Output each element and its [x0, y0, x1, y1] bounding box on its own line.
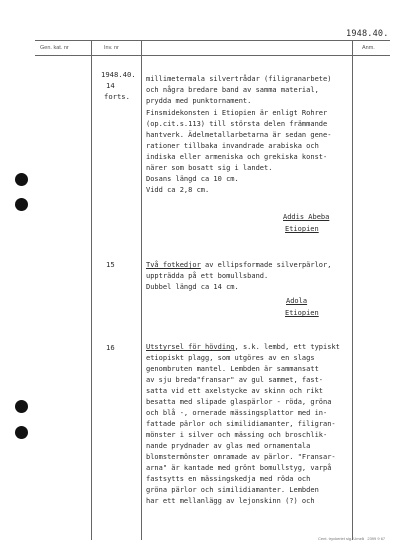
inventory-number: 15 — [106, 260, 115, 269]
entry-title: Två fotkedjor — [146, 261, 201, 269]
entry-text-line: fattade pärlor och similidiamanter, filigran- — [146, 420, 336, 428]
place-name: Adola — [286, 297, 308, 305]
column-divider — [141, 40, 142, 540]
entry-text-line: Dosans längd ca 10 cm. — [146, 175, 239, 183]
header-bottom-rule — [35, 55, 390, 56]
entry-text-line: har ett mellanlägg av lejonskinn (?) och — [146, 497, 315, 505]
header-top-rule — [35, 40, 390, 41]
column-header-gen-kat-nr: Gen. kat. nr — [40, 45, 69, 51]
entry-text-line: genombruten mantel. Lembden är sammansatt — [146, 365, 319, 373]
inventory-number: 1948.40. — [101, 70, 136, 79]
printer-imprint: Cent. tryckeriet sig. Umeå 2399 9 67 — [318, 536, 386, 541]
continuation-marker: forts. — [104, 92, 130, 101]
entry-text-line: Dubbel längd ca 14 cm. — [146, 283, 239, 291]
inventory-number: 14 — [106, 81, 115, 90]
punch-hole — [15, 173, 28, 186]
entry-text-line: nande prydnader av glas med ornamentala — [146, 442, 311, 450]
inventory-number: 16 — [106, 343, 115, 352]
entry-text-line: gröna pärlor och similidiamanter. Lembden — [146, 486, 319, 494]
punch-hole — [15, 400, 28, 413]
country-name: Etiopien — [285, 309, 319, 317]
entry-text-line: och blå -, ornerade mässingsplattor med in- — [146, 409, 328, 417]
entry-title: Utstyrsel för hövding — [146, 343, 235, 351]
entry-text-line: hantverk. Ädelmetallarbetarna är sedan gene- — [146, 131, 332, 139]
entry-text-line: mönster i silver och mässing och broschlik- — [146, 431, 328, 439]
entry-text-line: indiska eller armeniska och grekiska konst- — [146, 153, 328, 161]
page-number: 1948.40. — [346, 29, 389, 39]
entry-text-line: och några bredare band av samma material, — [146, 86, 319, 94]
entry-text-line: arna" är kantade med grönt bomullstyg, varpå — [146, 464, 332, 472]
entry-text-line: rationer tillbaka invandrade arabiska och — [146, 142, 319, 150]
entry-text-line: Utstyrsel för hövding, s.k. lembd, ett typiskt — [146, 343, 340, 351]
entry-text-line: Finsmidekonsten i Etiopien är enligt Rohrer — [146, 109, 328, 117]
punch-hole — [15, 198, 28, 211]
entry-text-line: millimetermala silvertrådar (filigranarbete) — [146, 75, 332, 83]
entry-text-line: närer som bosatt sig i landet. — [146, 164, 273, 172]
entry-text-line: blomstermönster omramade av pärlor. "Fransar- — [146, 453, 336, 461]
entry-text-line: uppträdda på ett bomullsband. — [146, 272, 269, 280]
entry-text-line: fastsytts en mässingskedja med röda och — [146, 475, 311, 483]
entry-text-line: av sju breda"fransar" av gul sammet, fast- — [146, 376, 324, 384]
column-divider — [352, 40, 353, 540]
entry-text-line: etiopiskt plagg, som utgöres av en slags — [146, 354, 315, 362]
entry-text-line: satta vid ett axelstycke av skinn och rikt — [146, 387, 324, 395]
entry-text-line: besatta med slipade glaspärlor - röda, gröna — [146, 398, 332, 406]
entry-text-line: Två fotkedjor av ellipsformade silverpärlor, — [146, 261, 332, 269]
column-divider — [91, 40, 92, 540]
place-name: Addis Abeba — [283, 213, 330, 221]
entry-text-line: (op.cit.s.113) till största delen främmande — [146, 120, 328, 128]
entry-text-line: prydda med punktornament. — [146, 97, 252, 105]
punch-hole — [15, 426, 28, 439]
country-name: Etiopien — [285, 225, 319, 233]
column-header-inv-nr: Inv. nr — [104, 45, 119, 51]
column-header-anm: Anm. — [362, 45, 375, 51]
entry-text-line: Vidd ca 2,8 cm. — [146, 186, 210, 194]
